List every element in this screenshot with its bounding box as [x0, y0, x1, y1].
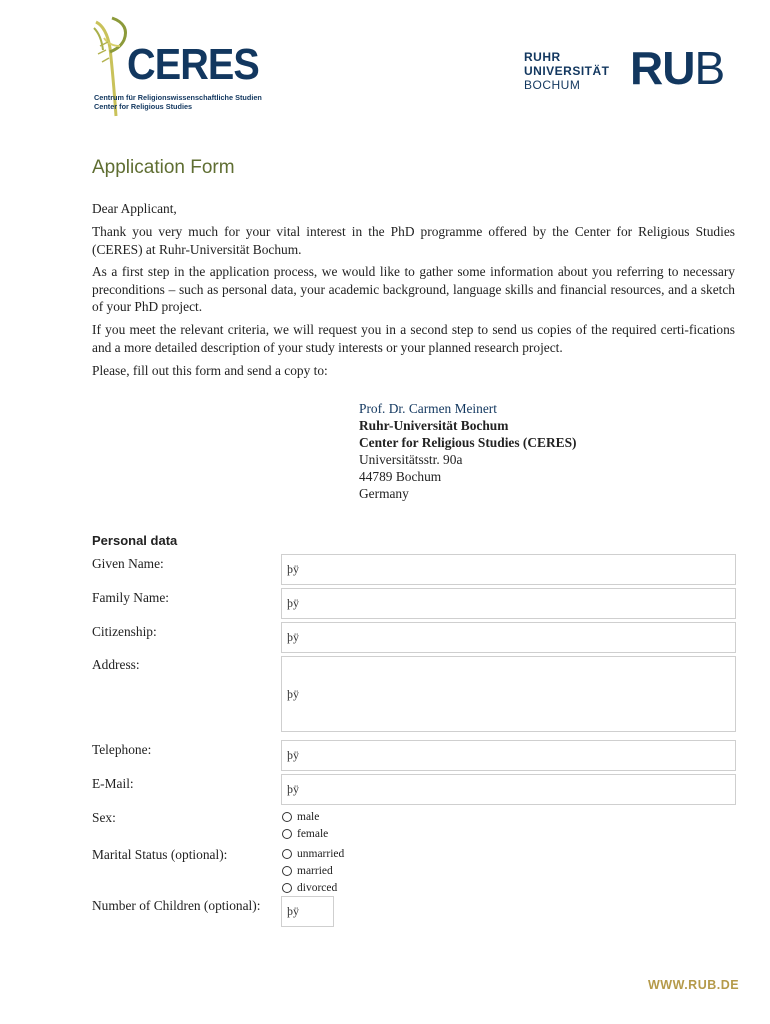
rub-name-line1: RUHR [524, 50, 561, 64]
first-step-paragraph: As a first step in the application process, we would like to gather some information about you referring to necessary preconditions – such as personal data, your academic background, language skills and financial resources, and a sketch of your PhD project. [92, 264, 735, 314]
telephone-field[interactable]: þÿ [281, 740, 736, 771]
criteria-paragraph: If you meet the relevant criteria, we will request you in a second step to send us copies of the required certi-fications and a more detailed description of your study interests or your planned research project. [92, 322, 735, 355]
sex-label: Sex: [92, 810, 116, 825]
family-name-field[interactable]: þÿ [281, 588, 736, 619]
given-name-field[interactable]: þÿ [281, 554, 736, 585]
marital-option-married[interactable] [282, 865, 333, 877]
rub-mark-light: B [694, 42, 725, 94]
sex-option-male-label: male [297, 811, 320, 823]
children-field[interactable]: þÿ [281, 896, 334, 927]
radio-divorced[interactable] [282, 883, 292, 893]
address-label: Address: [92, 657, 140, 672]
given-name-label: Given Name: [92, 556, 164, 571]
email-label: E-Mail: [92, 776, 134, 791]
radio-unmarried[interactable] [282, 849, 292, 859]
telephone-label: Telephone: [92, 742, 152, 757]
recipient-street: Universitätsstr. 90a [359, 452, 463, 467]
citizenship-label: Citizenship: [92, 624, 157, 639]
recipient-university: Ruhr-Universität Bochum [359, 418, 509, 433]
marital-option-married-label: married [297, 865, 333, 877]
instructions-paragraph: Please, fill out this form and send a copy to: [92, 363, 328, 378]
radio-female[interactable] [282, 829, 292, 839]
sex-option-male[interactable] [282, 811, 319, 823]
rub-name-line3: BOCHUM [524, 78, 581, 92]
form-title: Application Form [92, 157, 235, 178]
marital-option-unmarried[interactable] [282, 848, 344, 860]
rub-mark-bold: RU [630, 42, 695, 94]
sex-option-female-label: female [297, 828, 329, 840]
address-field[interactable]: þÿ [281, 656, 736, 732]
thanks-paragraph: Thank you very much for your vital interest in the PhD programme offered by the Center for Religious Studies (CERES) at Ruhr-Universität Bochum. [92, 224, 735, 257]
recipient-name: Prof. Dr. Carmen Meinert [359, 401, 497, 416]
sex-option-female[interactable] [282, 828, 328, 840]
recipient-country: Germany [359, 486, 409, 501]
recipient-city: 44789 Bochum [359, 469, 442, 484]
rub-name-line2: UNIVERSITÄT [524, 64, 610, 78]
footer-url[interactable]: WWW.RUB.DE [648, 978, 740, 992]
radio-married[interactable] [282, 866, 292, 876]
radio-male[interactable] [282, 812, 292, 822]
personal-data-heading: Personal data [92, 533, 178, 548]
ceres-wordmark: CERES [127, 40, 259, 89]
family-name-label: Family Name: [92, 590, 169, 605]
email-field[interactable]: þÿ [281, 774, 736, 805]
ceres-subtitle-de: Centrum für Religionswissenschaftliche Studien [94, 93, 262, 102]
ceres-subtitle-en: Center for Religious Studies [94, 102, 193, 111]
marital-option-divorced-label: divorced [297, 882, 338, 894]
greeting-text: Dear Applicant, [92, 201, 177, 216]
children-label: Number of Children (optional): [92, 898, 261, 913]
recipient-center: Center for Religious Studies (CERES) [359, 435, 577, 450]
marital-status-label: Marital Status (optional): [92, 847, 228, 862]
citizenship-field[interactable]: þÿ [281, 622, 736, 653]
rub-logo-mark [630, 43, 724, 93]
marital-option-divorced[interactable] [282, 882, 337, 894]
marital-option-unmarried-label: unmarried [297, 848, 345, 860]
